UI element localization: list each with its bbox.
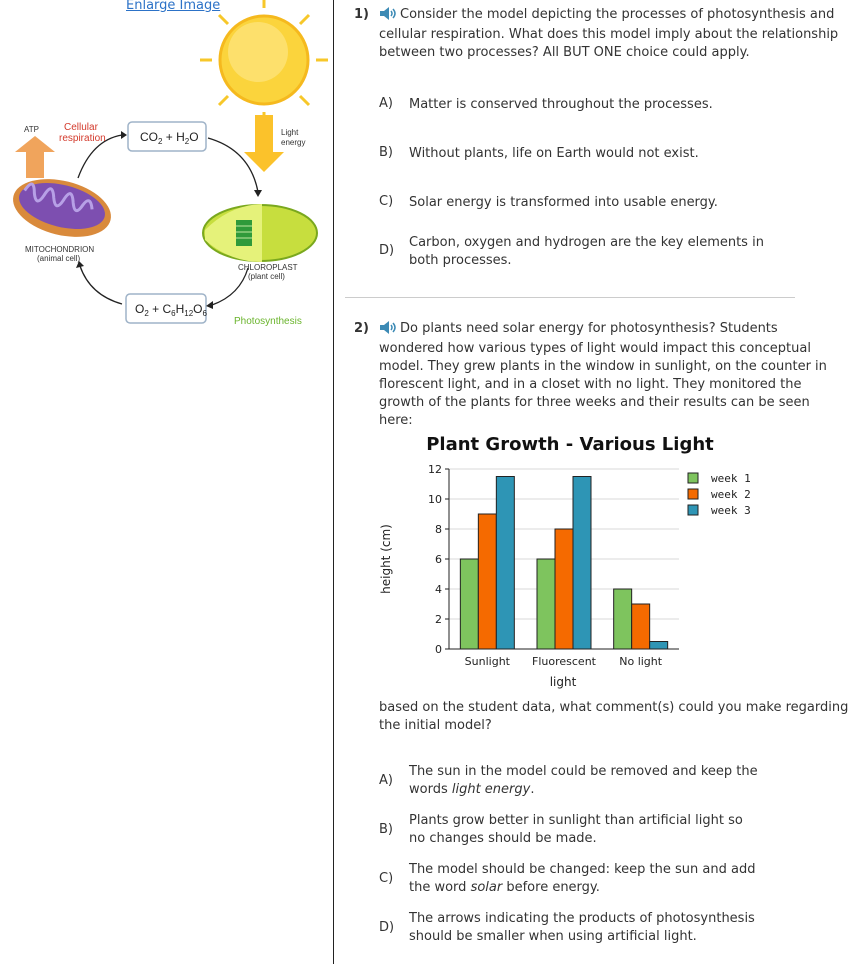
light-arrow-icon	[244, 115, 284, 172]
option-text: The arrows indicating the products of photosynthesis should be smaller when using artificial light.	[409, 911, 755, 944]
y-tick-label: 2	[435, 613, 442, 626]
x-axis-ticks	[465, 655, 663, 668]
bar-week-2-fluorescent	[555, 529, 573, 649]
y-tick-label: 6	[435, 553, 442, 566]
y-tick-label: 12	[428, 463, 442, 476]
light-energy-label-2: energy	[281, 138, 306, 147]
plant-growth-chart	[370, 428, 795, 693]
mitochondrion-label: MITOCHONDRION	[25, 245, 95, 254]
enlarge-image-link[interactable]: Enlarge Image	[126, 0, 221, 13]
atp-arrow-icon	[15, 136, 55, 178]
mitochondrion-sublabel: (animal cell)	[37, 254, 81, 263]
y-axis-ticks	[428, 463, 449, 656]
bar-week-2-sunlight	[478, 514, 496, 649]
pane-divider	[333, 0, 334, 964]
chloroplast-label: CHLOROPLAST	[238, 263, 298, 272]
x-tick-label: Sunlight	[464, 655, 510, 668]
bar-week-1-fluorescent	[537, 559, 555, 649]
photosynthesis-respiration-diagram	[0, 0, 333, 340]
option-letter: C)	[379, 194, 394, 209]
legend-label: week 3	[711, 504, 751, 517]
x-tick-label: No light	[619, 655, 663, 668]
cellular-respiration-label-2: respiration	[59, 133, 106, 144]
option-text: The model should be changed: keep the sun and add the word solar before energy.	[409, 862, 756, 895]
light-energy-label-1: Light	[281, 128, 299, 137]
legend-swatch	[688, 473, 698, 483]
option-text: Solar energy is transformed into usable energy.	[409, 195, 718, 210]
option-letter: C)	[379, 871, 394, 886]
bar-week-3-sunlight	[496, 477, 514, 650]
sun-icon	[200, 0, 328, 124]
question-1-text: Consider the model depicting the processes of photosynthesis and cellular respiration. What does this model imply about the relationship between two processes? All BUT ONE choice could apply.	[379, 7, 839, 60]
option-text: Carbon, oxygen and hydrogen are the key elements in both processes.	[409, 235, 764, 268]
svg-text:O2 + C6H12O6: $O_2 + C_6H_{12}O_6$	[135, 302, 207, 318]
legend-swatch	[688, 505, 698, 515]
chart-title: Plant Growth - Various Light	[426, 434, 714, 455]
mitochondrion-icon	[7, 170, 117, 247]
legend-label: week 2	[711, 488, 751, 501]
left-pane	[0, 0, 333, 964]
option-text: Matter is conserved throughout the processes.	[409, 97, 713, 112]
chloroplast-icon	[203, 204, 317, 262]
y-tick-label: 0	[435, 643, 442, 656]
option-letter: D)	[379, 243, 395, 258]
y-tick-label: 10	[428, 493, 442, 506]
option-letter: D)	[379, 920, 395, 935]
y-tick-label: 4	[435, 583, 442, 596]
bar-week-2-no-light	[632, 604, 650, 649]
svg-text:CO2 + H2O: $CO_2 + H_2O$	[140, 130, 199, 146]
legend-label: week 1	[711, 472, 751, 485]
bar-week-1-sunlight	[460, 559, 478, 649]
option-text: Plants grow better in sunlight than artificial light so no changes should be made.	[409, 813, 743, 846]
x-tick-label: Fluorescent	[532, 655, 596, 668]
speaker-icon[interactable]	[379, 7, 397, 26]
question-2-text: Do plants need solar energy for photosynthesis? Students wondered how various types of light would impact this conceptual model. They grew plants in the window in sunlight, on the counter in florescent light, and in a closet with no light. They monitored the growth of the plants for three weeks and their results can be seen here:	[379, 321, 827, 428]
question-2-followup: based on the student data, what comment(s) could you make regarding the initial model?	[379, 700, 848, 733]
bar-week-1-no-light	[614, 589, 632, 649]
o2-glucose-box	[126, 294, 208, 323]
chart-bars	[460, 477, 667, 650]
bar-week-3-no-light	[650, 642, 668, 650]
option-letter: B)	[379, 822, 393, 837]
x-axis-label: light	[549, 675, 577, 689]
option-letter: A)	[379, 773, 393, 788]
speaker-icon[interactable]	[379, 321, 397, 340]
question-separator	[345, 297, 795, 298]
cellular-respiration-label-1: Cellular	[64, 122, 98, 133]
chloroplast-sublabel: (plant cell)	[248, 272, 285, 281]
option-letter: B)	[379, 145, 393, 160]
legend-swatch	[688, 489, 698, 499]
question-2-number: 2)	[354, 321, 369, 336]
option-text: Without plants, life on Earth would not exist.	[409, 146, 699, 161]
option-text: The sun in the model could be removed and keep the words light energy.	[409, 764, 758, 797]
y-axis-label: height (cm)	[379, 524, 393, 594]
co2-h2o-box	[128, 122, 206, 151]
question-1-number: 1)	[354, 7, 369, 22]
atp-label: ATP	[24, 125, 39, 134]
photosynthesis-label: Photosynthesis	[234, 316, 302, 327]
bar-week-3-fluorescent	[573, 477, 591, 650]
option-letter: A)	[379, 96, 393, 111]
chart-legend	[688, 472, 751, 517]
y-tick-label: 8	[435, 523, 442, 536]
